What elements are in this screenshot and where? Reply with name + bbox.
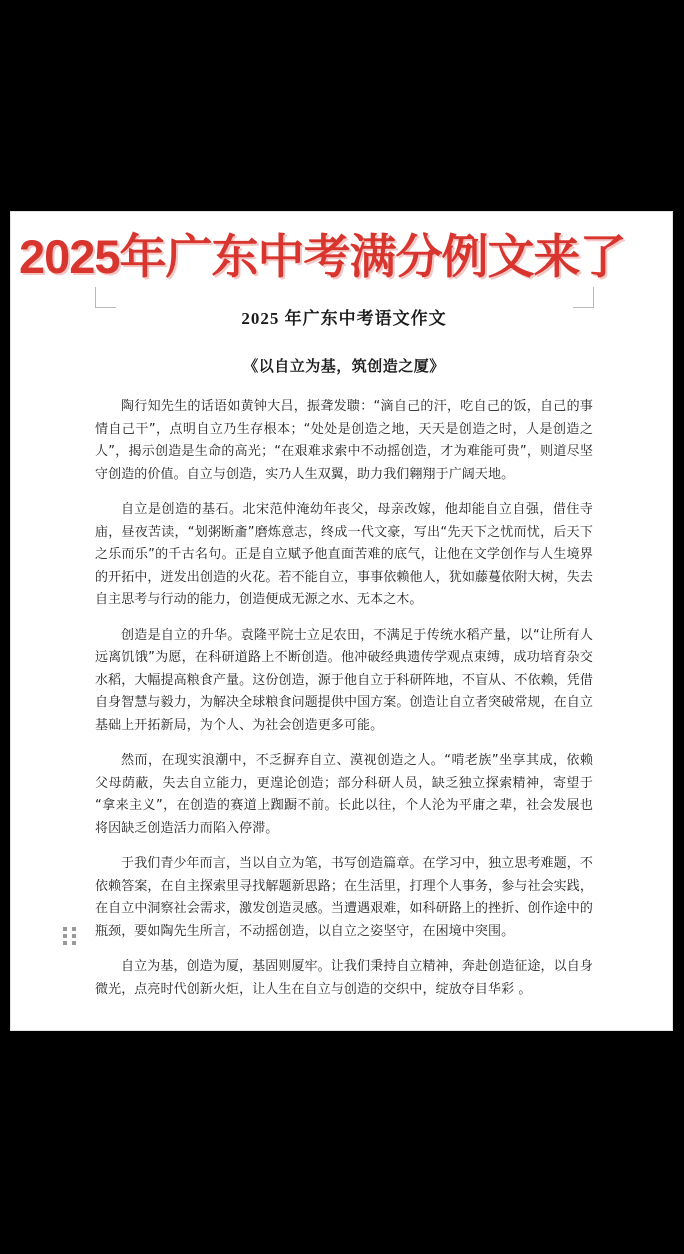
essay-paragraph: 然而，在现实浪潮中，不乏摒弃自立、漠视创造之人。“啃老族”坐享其成，依赖父母荫蔽，失去自立能力，更遑论创造；部分科研人员，缺乏独立探索精神，寄望于“拿来主义”，在创造的赛道上踟蹰不前。长此以往，个人沦为平庸之辈，社会发展也将因缺乏创造活力而陷入停滞。 — [95, 753, 593, 836]
document-header: 2025 年广东中考语文作文 — [241, 309, 447, 328]
document-page — [11, 212, 672, 1030]
grip-dot — [63, 934, 67, 938]
essay-paragraph: 自立是创造的基石。北宋范仲淹幼年丧父，母亲改嫁，他却能自立自强，借住寺庙，昼夜苦读，“划粥断齑”磨炼意志，终成一代文豪，写出“先天下之忧而忧，后天下之乐而乐”的千古名句。正是自立赋予他直面苦难的底气，让他在文学创作与人生境界的开拓中，迸发出创造的火花。若不能自立，事事依赖他人，犹如藤蔓依附大树，失去自主思考与行动的能力，创造便成无源之水、无本之木。 — [95, 502, 593, 607]
grip-dot — [72, 941, 76, 945]
grip-dot — [72, 934, 76, 938]
drag-handle-icon[interactable] — [63, 927, 76, 947]
red-headline-banner: 2025年广东中考满分例文来了 — [19, 230, 626, 283]
document-body — [95, 304, 593, 1014]
essay-title: 《以自立为基，筑创造之厦》 — [243, 359, 445, 375]
grip-dot — [63, 927, 67, 931]
essay-paragraph: 于我们青少年而言，当以自立为笔，书写创造篇章。在学习中，独立思考难题，不依赖答案，在自主探索里寻找解题新思路；在生活里，打理个人事务，参与社会实践，在自立中洞察社会需求，激发创造灵感。当遭遇艰难，如科研路上的挫折、创作途中的瓶颈，要如陶先生所言，不动摇创造，以自立之姿坚守，在困境中突围。 — [95, 856, 593, 939]
essay-paragraph: 创造是自立的升华。袁隆平院士立足农田，不满足于传统水稻产量，以“让所有人远离饥饿”为愿，在科研道路上不断创造。他冲破经典遗传学观点束缚，成功培育杂交水稻，大幅提高粮食产量。这份创造，源于他自立于科研阵地，不盲从、不依赖，凭借自身智慧与毅力，为解决全球粮食问题提供中国方案。创造让自立者突破常规，在自立基础上开拓新局，为个人、为社会创造更多可能。 — [95, 627, 593, 733]
essay-paragraph: 自立为基，创造为厦，基固则厦牢。让我们秉持自立精神，奔赴创造征途，以自身微光，点亮时代创新火炬，让人生在自立与创造的交织中，绽放夺目华彩 。 — [95, 959, 593, 997]
grip-dot — [72, 927, 76, 931]
essay-paragraph: 陶行知先生的话语如黄钟大吕，振聋发聩：“滴自己的汗，吃自己的饭，自己的事情自己干”，点明自立乃生存根本；“处处是创造之地，天天是创造之时，人是创造之人”，揭示创造是生命的高光；“在艰难求索中不动摇创造，才为难能可贵”，则道尽坚守创造的价值。自立与创造，实乃人生双翼，助力我们翱翔于广阔天地。 — [95, 399, 593, 482]
grip-dot — [63, 941, 67, 945]
